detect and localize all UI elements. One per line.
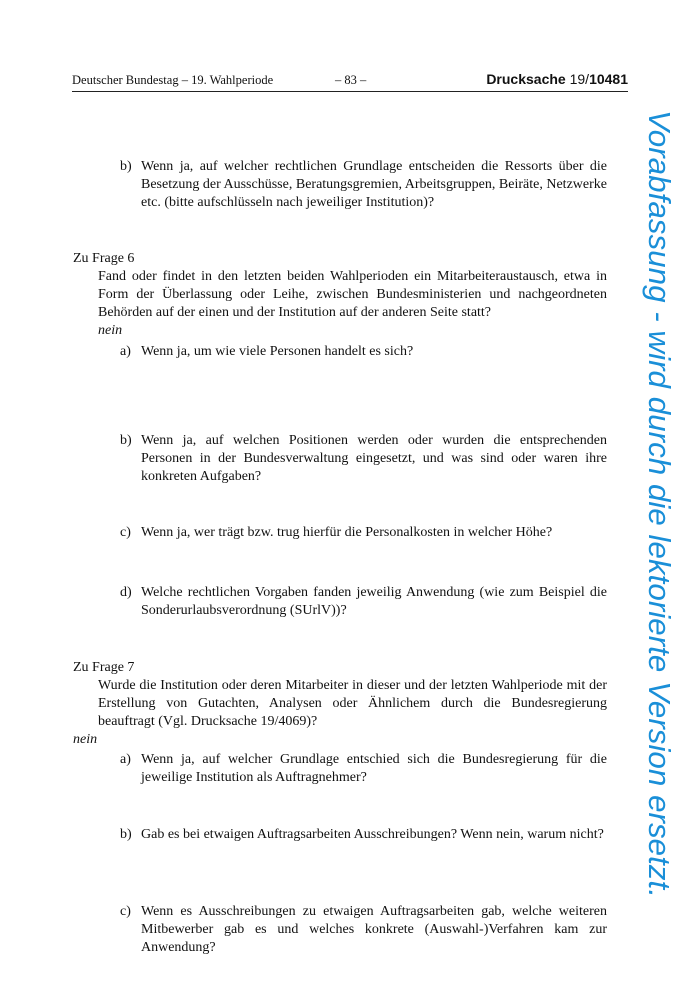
item-marker: d) (120, 585, 132, 600)
item-text: Wenn ja, auf welcher rechtlichen Grundlage entscheiden die Ressorts über die Besetzung der Ausschüsse, Beratungsgremien, Arbeitsgruppen, Beiräte, Netzwerke etc. (bitte aufschlüsseln nach jeweiliger Institution)? (141, 159, 607, 210)
answer-frage-6: nein (98, 323, 123, 338)
draft-watermark (641, 110, 681, 900)
question-item-6b (120, 432, 607, 486)
header-document-number (486, 71, 628, 87)
item-marker: c) (120, 525, 131, 540)
section-label-frage-7: Zu Frage 7 (73, 660, 135, 675)
watermark-text: Vorabfassung - wird durch die lektorierte Version ersetzt. (642, 110, 677, 889)
question-item-6c (120, 524, 607, 542)
item-text: Wenn ja, um wie viele Personen handelt es sich? (141, 344, 414, 359)
question-item-5b (120, 158, 607, 212)
item-text: Wenn es Ausschreibungen zu etwaigen Auftragsarbeiten gab, welche weiteren Mitbewerber gab es und welches konkrete (Auswahl-)Verfahren kam zur Anwendung? (141, 904, 607, 955)
question-item-6a (120, 343, 607, 361)
item-marker: c) (120, 904, 131, 919)
question-item-7c (120, 903, 607, 957)
question-item-6d (120, 584, 607, 620)
item-text: Gab es bei etwaigen Auftragsarbeiten Ausschreibungen? Wenn nein, warum nicht? (141, 827, 604, 842)
question-item-7b (120, 826, 607, 844)
item-text: Wenn ja, auf welchen Positionen werden oder wurden die entsprechenden Personen in der Bundesverwaltung eingesetzt, und was sind oder waren ihre konkreten Aufgaben? (141, 433, 607, 484)
item-text: Welche rechtlichen Vorgaben fanden jeweilig Anwendung (wie zum Beispiel die Sonderurlaubsverordnung (SUrlV))? (141, 585, 607, 618)
header-page-number: – 83 – (335, 73, 367, 87)
page-header (72, 71, 628, 92)
item-text: Wenn ja, wer trägt bzw. trug hierfür die Personalkosten in welcher Höhe? (141, 525, 553, 540)
question-text-frage-6: Fand oder findet in den letzten beiden Wahlperioden ein Mitarbeiteraustausch, etwa in Form der Überlassung oder Leihe, zwischen Bundesministerien und nachgeordneten Behörden auf der einen und der Institution auf der anderen Seite statt? (98, 269, 607, 320)
header-publication: Deutscher Bundestag – 19. Wahlperiode (72, 73, 274, 87)
doc-number-prefix: 19/ (569, 71, 590, 87)
item-marker: b) (120, 827, 132, 842)
item-marker: b) (120, 433, 132, 448)
doc-label: Drucksache (486, 71, 566, 87)
item-marker: a) (120, 752, 131, 767)
item-marker: b) (120, 159, 132, 174)
question-text-frage-7: Wurde die Institution oder deren Mitarbeiter in dieser und der letzten Wahlperiode mit der Erstellung von Gutachten, Analysen oder Ähnlichem durch die Bundesregierung beauftragt (Vgl. Drucksache 19/4069)? (98, 678, 607, 729)
doc-number-main: 10481 (589, 71, 628, 87)
section-label-frage-6: Zu Frage 6 (73, 251, 135, 266)
item-text: Wenn ja, auf welcher Grundlage entschied sich die Bundesregierung für die jeweilige Institution als Auftragnehmer? (141, 752, 607, 785)
item-marker: a) (120, 344, 131, 359)
answer-frage-7: nein (73, 732, 98, 747)
question-item-7a (120, 751, 607, 787)
